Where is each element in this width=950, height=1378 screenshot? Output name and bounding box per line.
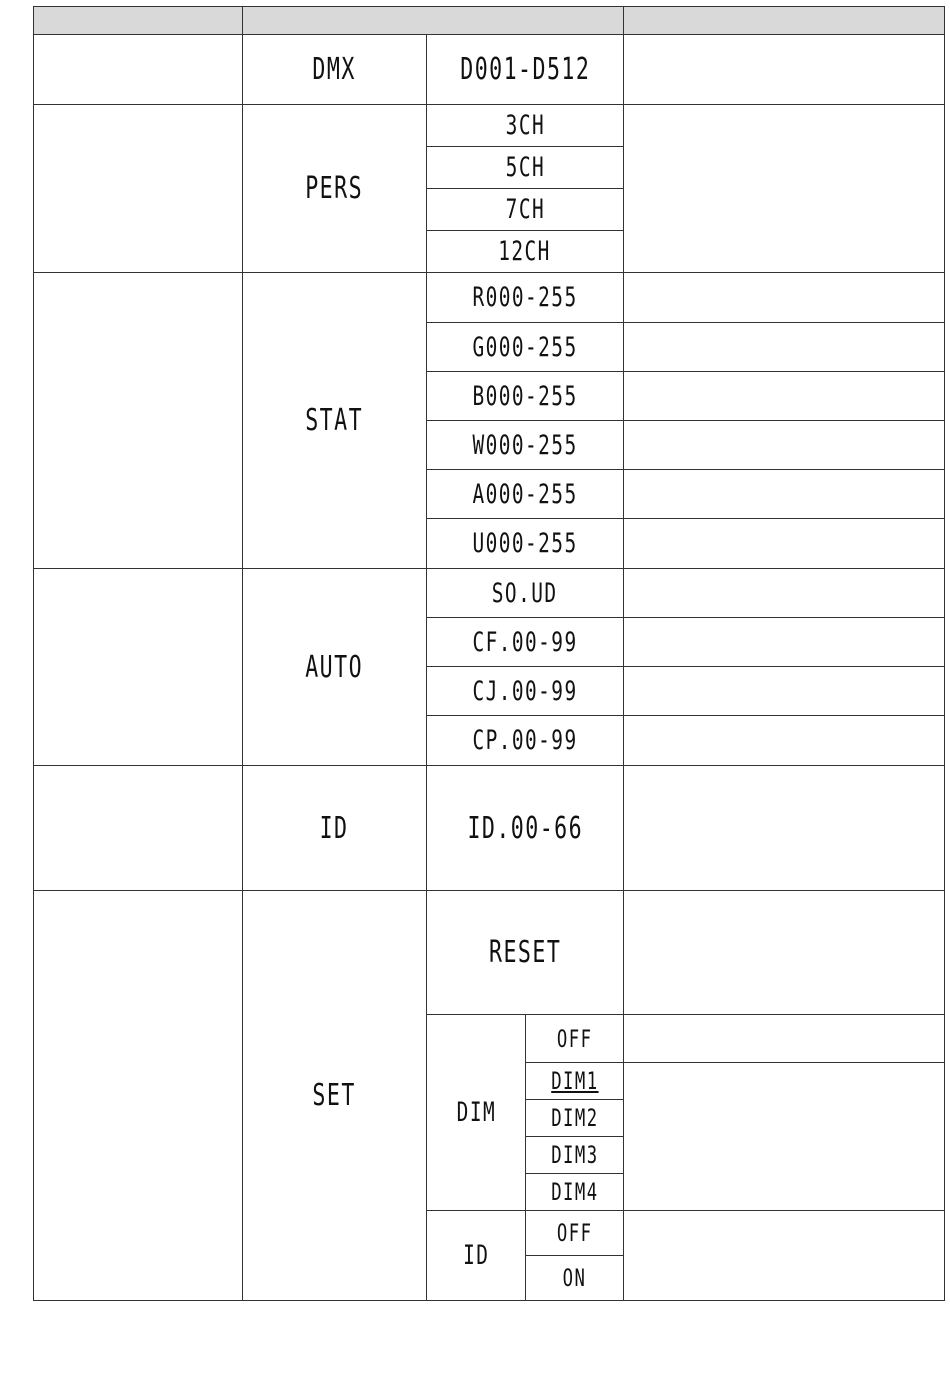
set-dim-option-text: DIM1: [550, 1067, 599, 1095]
id-label: ID: [320, 810, 349, 846]
dmx-label: DMX: [312, 52, 357, 87]
pers-option-text: 3CH: [505, 110, 545, 141]
auto-label-cell: [243, 569, 427, 766]
set-dim-option: [526, 1137, 624, 1174]
pers-option-text: 12CH: [498, 236, 552, 267]
auto-option-text: CF.00-99: [472, 626, 578, 658]
auto-label: AUTO: [305, 649, 364, 685]
set-dim-option: [526, 1100, 624, 1137]
pers-note-cell: [624, 105, 945, 273]
stat-label: STAT: [305, 403, 364, 438]
dmx-desc-cell: [34, 35, 243, 105]
auto-option: [427, 618, 624, 667]
id-value: ID.00-66: [467, 810, 583, 846]
set-dim-option-text: DIM4: [550, 1178, 599, 1206]
dmx-row: [34, 35, 945, 105]
set-dim-option-text: OFF: [556, 1024, 593, 1053]
pers-label-cell: [243, 105, 427, 273]
stat-option: [427, 273, 624, 323]
id-note-cell: [624, 766, 945, 891]
auto-option: [427, 716, 624, 766]
set-id-label-cell: [427, 1211, 526, 1301]
id-desc-cell: [34, 766, 243, 891]
pers-label: PERS: [305, 171, 364, 206]
pers-option-text: 7CH: [505, 194, 545, 225]
pers-option: [427, 231, 624, 273]
auto-row: [34, 569, 945, 618]
stat-option-text: W000-255: [472, 429, 578, 461]
dmx-note-cell: [624, 35, 945, 105]
auto-option-text: SO.UD: [492, 577, 558, 609]
stat-option: [427, 421, 624, 470]
stat-option-text: U000-255: [472, 528, 578, 559]
table-header-row: [34, 7, 945, 35]
pers-option: [427, 189, 624, 231]
header-cell-3: [624, 7, 945, 35]
dmx-value: D001-D512: [459, 52, 591, 87]
stat-note-cell: [624, 323, 945, 372]
set-dim-note-cell: [624, 1063, 945, 1211]
menu-table: [33, 6, 945, 1301]
set-dim-option: [526, 1063, 624, 1100]
id-row: [34, 766, 945, 891]
pers-option: [427, 105, 624, 147]
stat-option-text: R000-255: [472, 282, 578, 313]
set-id-label: ID: [462, 1240, 490, 1271]
header-cell-1: [34, 7, 243, 35]
auto-note-cell: [624, 569, 945, 618]
stat-note-cell: [624, 519, 945, 569]
stat-note-cell: [624, 421, 945, 470]
id-label-cell: [243, 766, 427, 891]
stat-label-cell: [243, 273, 427, 569]
header-cell-2: [243, 7, 624, 35]
stat-option-text: A000-255: [472, 478, 578, 510]
dmx-label-cell: [243, 35, 427, 105]
auto-note-cell: [624, 618, 945, 667]
set-reset: RESET: [488, 935, 562, 970]
set-dim-option-text: DIM2: [550, 1104, 599, 1132]
set-dim-option: [526, 1174, 624, 1211]
stat-desc-cell: [34, 273, 243, 569]
stat-option-text: G000-255: [472, 331, 578, 363]
stat-option: [427, 470, 624, 519]
pers-option: [427, 147, 624, 189]
pers-desc-cell: [34, 105, 243, 273]
auto-option-text: CP.00-99: [472, 725, 578, 756]
id-value-cell: [427, 766, 624, 891]
set-id-option: [526, 1211, 624, 1256]
set-dim-option-text: DIM3: [550, 1141, 599, 1169]
dmx-value-cell: [427, 35, 624, 105]
set-id-option: [526, 1256, 624, 1301]
pers-option-text: 5CH: [505, 152, 545, 183]
auto-desc-cell: [34, 569, 243, 766]
set-id-option-text: ON: [562, 1264, 587, 1292]
set-id-option-text: OFF: [556, 1219, 593, 1247]
pers-row: [34, 105, 945, 147]
set-id-note-cell: [624, 1211, 945, 1301]
set-dim-off-note-cell: [624, 1015, 945, 1063]
set-dim-option: [526, 1015, 624, 1063]
set-dim-label-cell: [427, 1015, 526, 1211]
stat-option: [427, 519, 624, 569]
stat-note-cell: [624, 273, 945, 323]
set-desc-cell: [34, 891, 243, 1301]
auto-option-text: CJ.00-99: [472, 675, 578, 707]
set-reset-note-cell: [624, 891, 945, 1015]
set-row: [34, 891, 945, 1015]
stat-row: [34, 273, 945, 323]
stat-option: [427, 323, 624, 372]
set-dim-label: DIM: [456, 1097, 496, 1128]
stat-note-cell: [624, 470, 945, 519]
auto-note-cell: [624, 667, 945, 716]
set-reset-cell: [427, 891, 624, 1015]
stat-note-cell: [624, 372, 945, 421]
auto-note-cell: [624, 716, 945, 766]
auto-option: [427, 667, 624, 716]
stat-option-text: B000-255: [472, 380, 578, 412]
set-label-cell: [243, 891, 427, 1301]
auto-option: [427, 569, 624, 618]
stat-option: [427, 372, 624, 421]
set-label: SET: [312, 1078, 357, 1113]
